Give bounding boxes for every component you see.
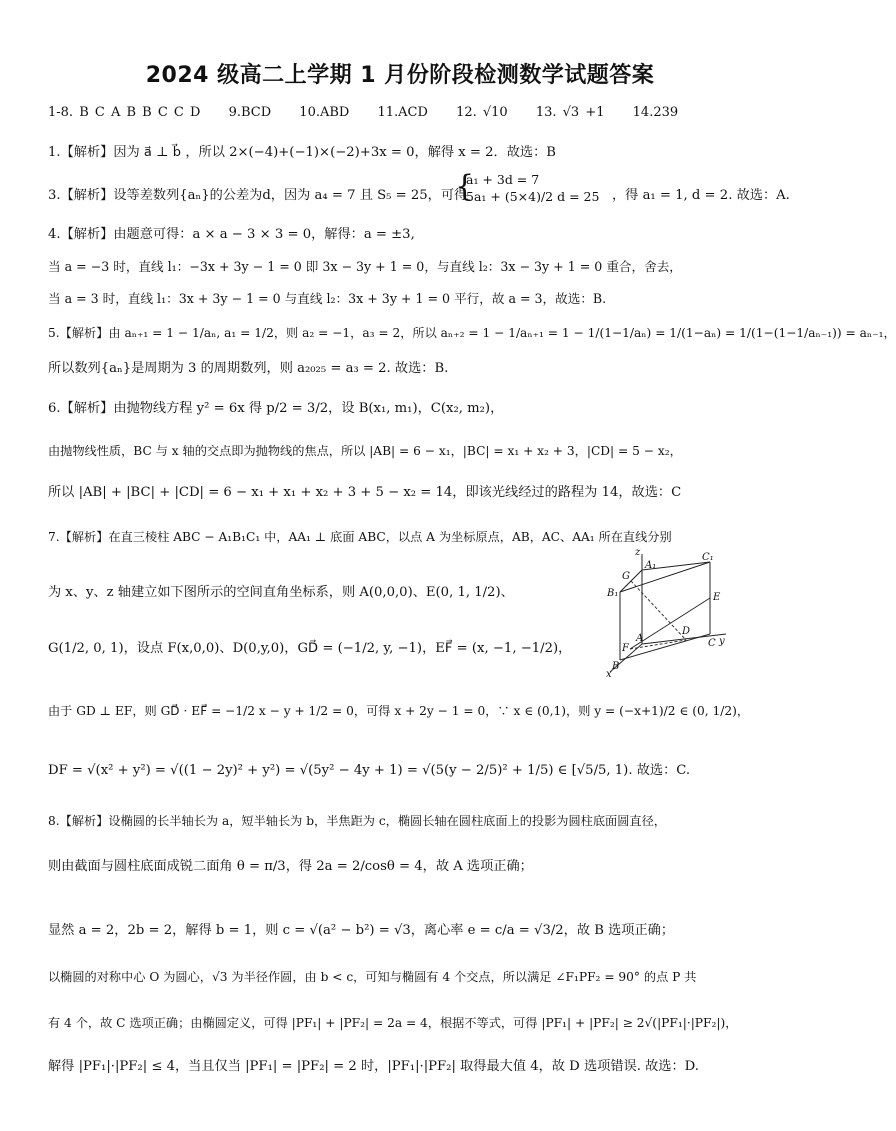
- prism-coordinate-figure: [598, 548, 728, 678]
- label-e: E: [713, 592, 721, 603]
- q6-line-1: 6.【解析】由抛物线方程 y² = 6x 得 p/2 = 3/2，设 B(x₁, m₁)，C(x₂, m₂)，: [48, 401, 504, 416]
- q4-line-1: 4.【解析】由题意可得：a × a − 3 × 3 = 0，解得：a = ±3,: [48, 227, 415, 242]
- q4-line-2: 当 a = −3 时，直线 l₁：−3x + 3y − 1 = 0 即 3x − 3y + 1 = 0，与直线 l₂：3x − 3y + 1 = 0 重合，舍去，: [48, 259, 682, 274]
- q7-line-3: G(1/2, 0, 1)，设点 F(x,0,0)、D(0,y,0)，GD⃗ = (−1/2, y, −1)，EF⃗ = (x, −1, −1/2)，: [48, 641, 572, 656]
- label-a: A: [636, 633, 644, 644]
- label-c1: C₁: [702, 552, 714, 563]
- answer-key: [48, 104, 700, 122]
- label-b1: B₁: [607, 588, 619, 599]
- label-f: F: [622, 643, 629, 654]
- q1-solution: 1.【解析】因为 a⃗ ⊥ b⃗ ，所以 2×(−4)+(−1)×(−2)+3x = 0，解得 x = 2．故选：B: [48, 145, 556, 160]
- answer-14: 14.239: [632, 105, 679, 120]
- label-z: z: [635, 547, 641, 558]
- page-title: 2024 级高二上学期 1 月份阶段检测数学试题答案: [145, 63, 655, 88]
- answer-13: 13. √3 +1: [535, 105, 605, 120]
- q5-line-1: 5.【解析】由 aₙ₊₁ = 1 − 1/aₙ, a₁ = 1/2，则 a₂ = −1，a₃ = 2，所以 aₙ₊₂ = 1 − 1/aₙ₊₁ = 1 − 1/(1−1/aₙ) = 1/(1−aₙ) = 1/(1−(1−1/aₙ₋₁)) = aₙ₋₁，: [48, 326, 896, 340]
- q7-line-5: DF = √(x² + y²) = √((1 − 2y)² + y²) = √(5y² − 4y + 1) = √(5(y − 2/5)² + 1/5) ∈ [√5/5, 1). 故选：C.: [48, 763, 691, 778]
- q3-solution-start: 3.【解析】设等差数列{aₙ}的公差为d，因为 a₄ = 7 且 S₅ = 25，可得: [48, 188, 468, 203]
- answer-11: 11.ACD: [377, 105, 428, 120]
- q8-line-5: 有 4 个，故 C 选项正确；由椭圆定义，可得 |PF₁| + |PF₂| = 2a = 4，根据不等式，可得 |PF₁| + |PF₂| ≥ 2√(|PF₁|·|PF₂|)，: [48, 1016, 738, 1030]
- q5-line-2: 所以数列{aₙ}是周期为 3 的周期数列，则 a₂₀₂₅ = a₃ = 2. 故选：B.: [48, 361, 449, 376]
- system-brace: {: [455, 169, 475, 204]
- q7-line-4: 由于 GD ⊥ EF，则 GD⃗ · EF⃗ = −1/2 x − y + 1/2 = 0，可得 x + 2y − 1 = 0，∵ x ∈ (0,1)，则 y = (−x+1)/2 ∈ (0, 1/2)，: [48, 704, 750, 718]
- q6-line-3: 所以 |AB| + |BC| + |CD| = 6 − x₁ + x₁ + x₂ + 3 + 5 − x₂ = 14，即该光线经过的路程为 14，故选：C: [48, 485, 682, 500]
- label-x: x: [606, 669, 612, 680]
- answer-9: 9.BCD: [228, 105, 272, 120]
- answer-12: 12. √10: [456, 105, 508, 120]
- q3-solution-end: ，得 a₁ = 1, d = 2. 故选：A.: [612, 188, 790, 203]
- q8-line-6: 解得 |PF₁|·|PF₂| ≤ 4，当且仅当 |PF₁| = |PF₂| = 2 时，|PF₁|·|PF₂| 取得最大值 4，故 D 选项错误. 故选：D.: [48, 1059, 699, 1074]
- q7-line-2: 为 x、y、z 轴建立如下图所示的空间直角坐标系，则 A(0,0,0)、E(0, 1, 1/2)、: [48, 585, 514, 600]
- label-c: C: [708, 638, 716, 649]
- label-a1: A₁: [645, 560, 657, 571]
- q4-line-3: 当 a = 3 时，直线 l₁：3x + 3y − 1 = 0 与直线 l₂：3x + 3y + 1 = 0 平行，故 a = 3，故选：B.: [48, 291, 607, 306]
- label-g: G: [622, 571, 630, 582]
- q3-equation-1: a₁ + 3d = 7: [466, 172, 540, 187]
- q8-line-1: 8.【解析】设椭圆的长半轴长为 a，短半轴长为 b，半焦距为 c，椭圆长轴在圆柱底面上的投影为圆柱底面圆直径，: [48, 814, 666, 828]
- q3-equation-system: [466, 171, 599, 205]
- q8-line-3: 显然 a = 2，2b = 2，解得 b = 1，则 c = √(a² − b²) = √3，离心率 e = c/a = √3/2，故 B 选项正确；: [48, 923, 675, 938]
- label-b: B: [612, 661, 620, 672]
- q8-line-2: 则由截面与圆柱底面成锐二面角 θ = π/3，得 2a = 2/cosθ = 4，故 A 选项正确；: [48, 859, 533, 874]
- q6-line-2: 由抛物线性质，BC 与 x 轴的交点即为抛物线的焦点，所以 |AB| = 6 − x₁，|BC| = x₁ + x₂ + 3，|CD| = 5 − x₂，: [48, 444, 682, 458]
- q3-equation-2: 5a₁ + (5×4)/2 d = 25: [466, 189, 600, 204]
- label-y: y: [719, 636, 725, 647]
- answer-10: 10.ABD: [299, 105, 350, 120]
- q8-line-4: 以椭圆的对称中心 O 为圆心，√3 为半径作圆，由 b < c，可知与椭圆有 4 个交点，所以满足 ∠F₁PF₂ = 90° 的点 P 共: [48, 970, 697, 984]
- q7-line-1: 7.【解析】在直三棱柱 ABC − A₁B₁C₁ 中，AA₁ ⊥ 底面 ABC，以点 A 为坐标原点，AB，AC、AA₁ 所在直线分别: [48, 530, 672, 544]
- edge-b1c1: [620, 562, 710, 592]
- label-d: D: [682, 626, 691, 637]
- answer-1-8: 1-8. B C A B B C C D: [48, 105, 201, 120]
